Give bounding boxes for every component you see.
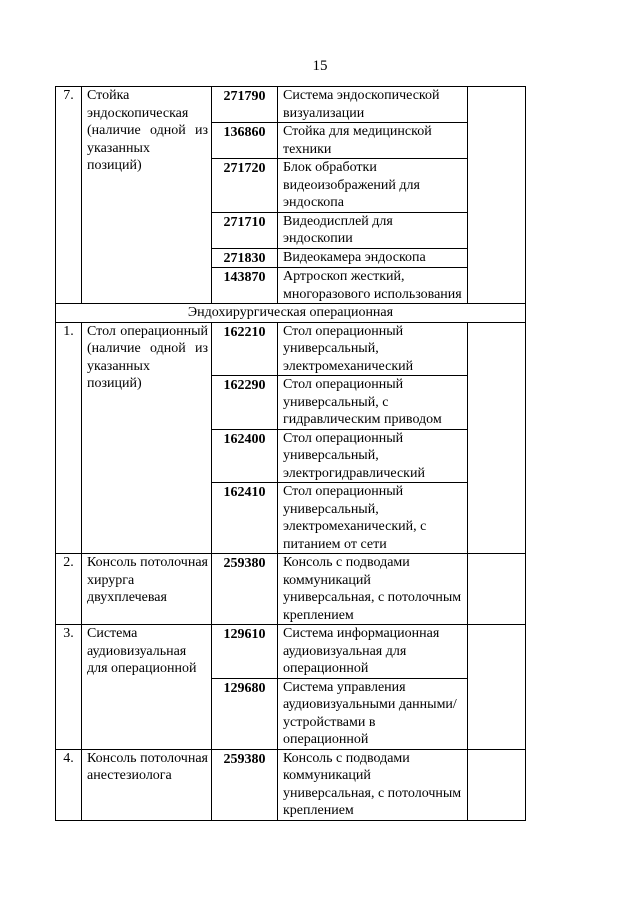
table-row: [56, 322, 526, 376]
equipment-code: 271790: [212, 87, 278, 123]
equipment-description: Видеодисплей для эндоскопии: [278, 212, 468, 248]
equipment-description: Стол операционный универсальный, электрогидравлический: [278, 429, 468, 483]
equipment-description: Консоль с подводами коммуникаций универсальная, с потолочным креплением: [278, 749, 468, 820]
page-number: 15: [312, 58, 328, 74]
row-number: 7.: [56, 87, 82, 304]
table-row: [56, 749, 526, 820]
section-header-row: [56, 304, 526, 323]
equipment-description: Система информационная аудиовизуальная для операционной: [278, 625, 468, 679]
equipment-code: 129680: [212, 678, 278, 749]
empty-cell: [468, 749, 526, 820]
row-number: 1.: [56, 322, 82, 554]
empty-cell: [468, 322, 526, 554]
equipment-description: Стол операционный универсальный, с гидравлическим приводом: [278, 376, 468, 430]
empty-cell: [468, 87, 526, 304]
equipment-name: Консоль потолочная анестезиолога: [82, 749, 212, 820]
equipment-code: 143870: [212, 268, 278, 304]
equipment-name: Консоль потолочная хирурга двухплечевая: [82, 554, 212, 625]
equipment-code: 162400: [212, 429, 278, 483]
equipment-table: [55, 86, 526, 821]
equipment-code: 271830: [212, 248, 278, 268]
equipment-code: 162210: [212, 322, 278, 376]
equipment-description: Видеокамера эндоскопа: [278, 248, 468, 268]
equipment-name: Система аудиовизуальная для операционной: [82, 625, 212, 750]
equipment-description: Стол операционный универсальный, электромеханический: [278, 322, 468, 376]
equipment-code: 136860: [212, 123, 278, 159]
equipment-description: Консоль с подводами коммуникаций универсальная, с потолочным креплением: [278, 554, 468, 625]
equipment-description: Система эндоскопической визуализации: [278, 87, 468, 123]
equipment-code: 271710: [212, 212, 278, 248]
row-number: 2.: [56, 554, 82, 625]
equipment-description: Блок обработки видеоизображений для эндоскопа: [278, 159, 468, 213]
table-row: [56, 554, 526, 625]
section-title: Эндохирургическая операционная: [56, 304, 526, 323]
equipment-description: Стол операционный универсальный, электромеханический, с питанием от сети: [278, 483, 468, 554]
table-row: [56, 87, 526, 123]
equipment-code: 259380: [212, 749, 278, 820]
equipment-description: Система управления аудиовизуальными данными/устройствами в операционной: [278, 678, 468, 749]
equipment-description: Стойка для медицинской техники: [278, 123, 468, 159]
table-row: [56, 625, 526, 679]
row-number: 4.: [56, 749, 82, 820]
equipment-code: 162410: [212, 483, 278, 554]
equipment-description: Артроскоп жесткий, многоразового использования: [278, 268, 468, 304]
equipment-code: 162290: [212, 376, 278, 430]
row-number: 3.: [56, 625, 82, 750]
equipment-name: Стол операционный (наличие одной из указанных позиций): [82, 322, 212, 554]
equipment-name: Стойка эндоскопическая (наличие одной из указанных позиций): [82, 87, 212, 304]
equipment-code: 271720: [212, 159, 278, 213]
equipment-code: 129610: [212, 625, 278, 679]
equipment-code: 259380: [212, 554, 278, 625]
empty-cell: [468, 554, 526, 625]
empty-cell: [468, 625, 526, 750]
